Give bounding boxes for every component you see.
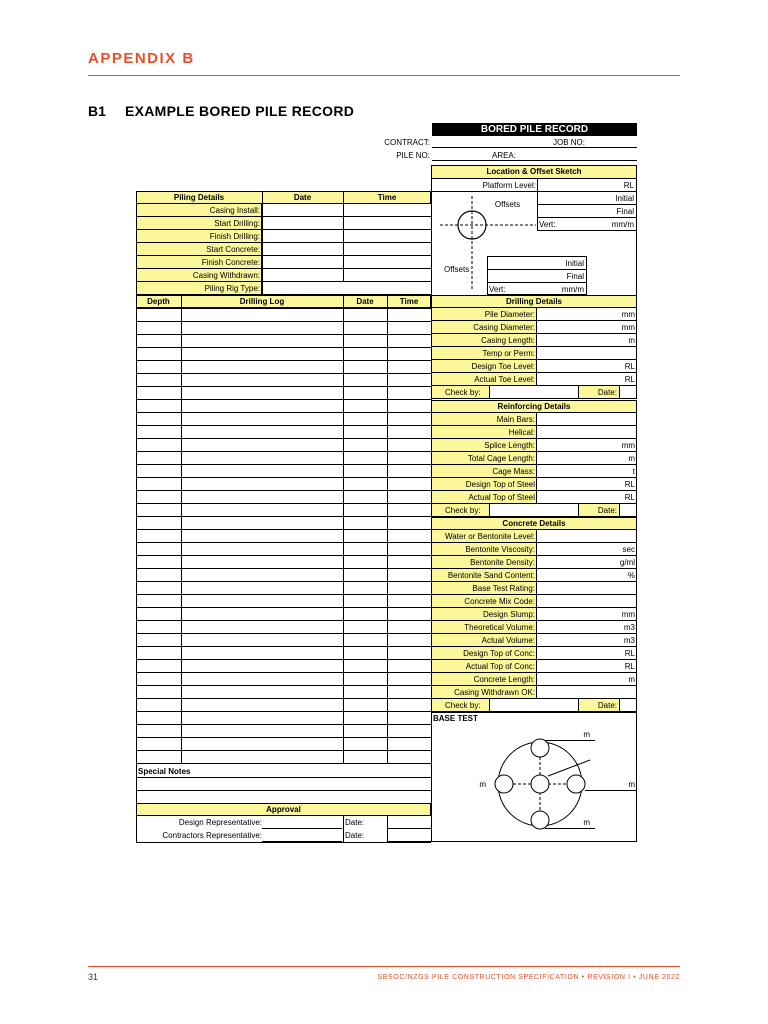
log-depth-input[interactable] bbox=[136, 399, 181, 412]
log-entry-input[interactable] bbox=[181, 607, 343, 620]
log-time-input[interactable] bbox=[387, 425, 431, 438]
drilling_details-row-label: Casing Diameter: bbox=[473, 323, 535, 332]
drilling_details-check-by-input[interactable] bbox=[489, 386, 579, 399]
reinforcing_details-date-label: Date: bbox=[597, 506, 617, 515]
log-date-input[interactable] bbox=[343, 607, 387, 620]
log-date-input[interactable] bbox=[343, 477, 387, 490]
concrete_details-row-label: Concrete Length: bbox=[473, 675, 535, 684]
special-notes-label: Special Notes bbox=[138, 767, 191, 776]
log-entry-input[interactable] bbox=[181, 581, 343, 594]
concrete_details-value-input[interactable] bbox=[537, 686, 637, 699]
concrete_details-value-input[interactable] bbox=[537, 530, 637, 543]
concrete_details-row-label: Base Test Rating: bbox=[472, 584, 535, 593]
concrete_details-check-by-input[interactable] bbox=[489, 699, 579, 712]
concrete_details-date-input[interactable] bbox=[619, 699, 637, 712]
log-date-input[interactable] bbox=[343, 633, 387, 646]
log-entry-input[interactable] bbox=[181, 685, 343, 698]
header-rule bbox=[88, 75, 680, 76]
approval-date-label: Date: bbox=[345, 831, 365, 840]
log-entry-input[interactable] bbox=[181, 438, 343, 451]
log-time-input[interactable] bbox=[387, 607, 431, 620]
offsets-left-label: Offsets bbox=[444, 265, 470, 274]
log-depth-input[interactable] bbox=[136, 698, 181, 711]
log-entry-input[interactable] bbox=[181, 373, 343, 386]
log-depth-input[interactable] bbox=[136, 464, 181, 477]
log-depth-input[interactable] bbox=[136, 529, 181, 542]
depth-header: Depth bbox=[147, 297, 170, 306]
log-date-input[interactable] bbox=[343, 360, 387, 373]
log-date-input[interactable] bbox=[343, 412, 387, 425]
concrete_details-row-label: Design Slump: bbox=[482, 610, 535, 619]
drilling_details-row-unit: RL bbox=[624, 362, 635, 371]
log-depth-input[interactable] bbox=[136, 724, 181, 737]
log-entry-input[interactable] bbox=[181, 659, 343, 672]
job-no-input[interactable] bbox=[586, 136, 637, 148]
log-time-input[interactable] bbox=[387, 360, 431, 373]
log-date-input[interactable] bbox=[343, 581, 387, 594]
piling-row-label: Casing Withdrawn: bbox=[192, 271, 260, 280]
log-date-input[interactable] bbox=[343, 516, 387, 529]
log-time-input[interactable] bbox=[387, 750, 431, 763]
offsets-left-final: Final bbox=[566, 272, 584, 281]
log-entry-input[interactable] bbox=[181, 412, 343, 425]
log-date-input[interactable] bbox=[343, 568, 387, 581]
approval-name-input[interactable] bbox=[262, 816, 342, 829]
concrete_details-value-input[interactable] bbox=[537, 595, 637, 608]
log-date-input[interactable] bbox=[343, 542, 387, 555]
log-entry-input[interactable] bbox=[181, 646, 343, 659]
log-entry-input[interactable] bbox=[181, 672, 343, 685]
drilling_details-date-input[interactable] bbox=[619, 386, 637, 399]
base-test-m-bottom: m bbox=[583, 818, 590, 827]
grid-line bbox=[431, 165, 432, 842]
footer-rule bbox=[88, 966, 680, 967]
piling-row-label: Start Drilling: bbox=[214, 219, 260, 228]
drilling_details-row-unit: mm bbox=[621, 310, 635, 319]
offsets-top-initial: Initial bbox=[615, 194, 634, 203]
log-depth-input[interactable] bbox=[136, 373, 181, 386]
log-date-input[interactable] bbox=[343, 425, 387, 438]
log-date-input[interactable] bbox=[343, 620, 387, 633]
piling-time-header: Time bbox=[377, 193, 397, 202]
concrete_details-row-label: Casing Withdrawn OK: bbox=[454, 688, 535, 697]
grid-line bbox=[136, 777, 431, 778]
concrete_details-row-label: Water or Bentonite Level: bbox=[445, 532, 535, 541]
log-time-input[interactable] bbox=[387, 646, 431, 659]
grid-line bbox=[487, 282, 587, 283]
log-time-input[interactable] bbox=[387, 321, 431, 334]
log-entry-input[interactable] bbox=[181, 633, 343, 646]
log-date-input[interactable] bbox=[343, 594, 387, 607]
log-depth-input[interactable] bbox=[136, 308, 181, 321]
form-title: BORED PILE RECORD bbox=[480, 124, 589, 135]
piling-date-input[interactable] bbox=[262, 269, 343, 282]
log-time-input[interactable] bbox=[387, 724, 431, 737]
piling-date-input[interactable] bbox=[262, 230, 343, 243]
log-depth-input[interactable] bbox=[136, 594, 181, 607]
grid-line bbox=[136, 790, 431, 791]
offset-line-3 bbox=[537, 230, 637, 231]
log-entry-input[interactable] bbox=[181, 750, 343, 763]
log-time-input[interactable] bbox=[387, 568, 431, 581]
log-entry-input[interactable] bbox=[181, 464, 343, 477]
concrete_details-check-by-label: Check by: bbox=[445, 701, 481, 710]
log-entry-input[interactable] bbox=[181, 542, 343, 555]
approval-row-label: Contractors Representative: bbox=[162, 831, 262, 840]
log-entry-input[interactable] bbox=[181, 451, 343, 464]
piling-time-input[interactable] bbox=[343, 256, 431, 269]
concrete_details-row-unit: g/ml bbox=[619, 558, 635, 567]
log-time-input[interactable] bbox=[387, 490, 431, 503]
log-date-input[interactable] bbox=[343, 724, 387, 737]
concrete_details-row-label: Bentonite Density: bbox=[470, 558, 535, 567]
log-time-input[interactable] bbox=[387, 412, 431, 425]
concrete_details-row-label: Actual Volume: bbox=[481, 636, 535, 645]
log-time-input[interactable] bbox=[387, 685, 431, 698]
log-date-input[interactable] bbox=[343, 711, 387, 724]
log-time-input[interactable] bbox=[387, 542, 431, 555]
reinforcing_details-row-label: Actual Top of Steel bbox=[468, 493, 535, 502]
log-time-input[interactable] bbox=[387, 451, 431, 464]
log-date-input[interactable] bbox=[343, 555, 387, 568]
log-entry-input[interactable] bbox=[181, 477, 343, 490]
footer-text: SESOC/NZGS PILE CONSTRUCTION SPECIFICATION • REVISION I • JUNE 2022 bbox=[377, 974, 680, 981]
log-date-input[interactable] bbox=[343, 503, 387, 516]
log-depth-input[interactable] bbox=[136, 685, 181, 698]
piling-date-input[interactable] bbox=[262, 256, 343, 269]
log-entry-input[interactable] bbox=[181, 308, 343, 321]
log-depth-input[interactable] bbox=[136, 750, 181, 763]
log-entry-input[interactable] bbox=[181, 503, 343, 516]
log-time-input[interactable] bbox=[387, 399, 431, 412]
reinforcing_details-row-label: Cage Mass: bbox=[492, 467, 535, 476]
offsets-left-vert: Vert: bbox=[489, 285, 506, 294]
log-time-input[interactable] bbox=[387, 672, 431, 685]
form-bottom-line bbox=[136, 842, 431, 843]
piling-row-label: Casing Install: bbox=[209, 206, 260, 215]
log-entry-input[interactable] bbox=[181, 620, 343, 633]
log-depth-input[interactable] bbox=[136, 711, 181, 724]
log-date-input[interactable] bbox=[343, 672, 387, 685]
log-depth-input[interactable] bbox=[136, 412, 181, 425]
log-entry-input[interactable] bbox=[181, 594, 343, 607]
drilling_details-check-by-label: Check by: bbox=[445, 388, 481, 397]
log-time-input[interactable] bbox=[387, 334, 431, 347]
log-date-input[interactable] bbox=[343, 464, 387, 477]
log-time-input[interactable] bbox=[387, 620, 431, 633]
log-entry-input[interactable] bbox=[181, 516, 343, 529]
job-no-label: JOB NO: bbox=[552, 138, 585, 147]
piling-date-header: Date bbox=[293, 193, 312, 202]
area-input[interactable] bbox=[518, 149, 637, 161]
approval-date-input[interactable] bbox=[387, 816, 431, 829]
reinforcing_details-row-unit: RL bbox=[624, 493, 635, 502]
log-depth-input[interactable] bbox=[136, 737, 181, 750]
drilling_details-row-label: Design Toe Level: bbox=[471, 362, 535, 371]
concrete_details-row-label: Theoretical Volume: bbox=[464, 623, 535, 632]
log-entry-input[interactable] bbox=[181, 529, 343, 542]
log-entry-input[interactable] bbox=[181, 568, 343, 581]
log-date-input[interactable] bbox=[343, 685, 387, 698]
log-entry-input[interactable] bbox=[181, 737, 343, 750]
log-time-input[interactable] bbox=[387, 386, 431, 399]
log-time-input[interactable] bbox=[387, 659, 431, 672]
log-time-input[interactable] bbox=[387, 737, 431, 750]
platform-level-unit: RL bbox=[623, 181, 634, 190]
piling-date-input[interactable] bbox=[262, 243, 343, 256]
log-depth-input[interactable] bbox=[136, 659, 181, 672]
log-date-input[interactable] bbox=[343, 737, 387, 750]
log-entry-input[interactable] bbox=[181, 360, 343, 373]
drilling_details-row-label: Temp or Perm: bbox=[482, 349, 535, 358]
concrete_details-header: Concrete Details bbox=[502, 519, 566, 528]
concrete_details-row-unit: RL bbox=[624, 662, 635, 671]
log-entry-input[interactable] bbox=[181, 490, 343, 503]
reinforcing_details-row-label: Design Top of Steel bbox=[465, 480, 535, 489]
log-depth-input[interactable] bbox=[136, 347, 181, 360]
log-time-input[interactable] bbox=[387, 347, 431, 360]
log-date-input[interactable] bbox=[343, 347, 387, 360]
reinforcing_details-check-by-label: Check by: bbox=[445, 506, 481, 515]
section-number: B1 bbox=[88, 103, 106, 119]
drilling_details-value-input[interactable] bbox=[537, 347, 637, 360]
base-test-label: BASE TEST bbox=[433, 714, 478, 723]
appendix-title: APPENDIX B bbox=[88, 50, 195, 67]
log-time-input[interactable] bbox=[387, 438, 431, 451]
approval-row-label: Design Representative: bbox=[178, 818, 262, 827]
offsets-top-vert-unit: mm/m bbox=[611, 220, 634, 229]
log-time-input[interactable] bbox=[387, 581, 431, 594]
reinforcing_details-value-input[interactable] bbox=[537, 426, 637, 439]
log-row-line bbox=[136, 763, 431, 764]
log-time-input[interactable] bbox=[387, 503, 431, 516]
piling-rig-type-input[interactable] bbox=[262, 282, 431, 295]
offsets-top-label: Offsets bbox=[494, 200, 521, 209]
piling-row-label: Finish Drilling: bbox=[209, 232, 260, 241]
drilling_details-row-label: Actual Toe Level: bbox=[474, 375, 535, 384]
log-time-input[interactable] bbox=[387, 516, 431, 529]
concrete_details-row-label: Bentonite Viscosity: bbox=[465, 545, 535, 554]
piling-date-input[interactable] bbox=[262, 204, 343, 217]
reinforcing_details-date-input[interactable] bbox=[619, 504, 637, 517]
log-entry-input[interactable] bbox=[181, 425, 343, 438]
piling-details-header: Piling Details bbox=[173, 193, 225, 202]
log-date-input[interactable] bbox=[343, 646, 387, 659]
log-date-input[interactable] bbox=[343, 386, 387, 399]
log-entry-input[interactable] bbox=[181, 711, 343, 724]
reinforcing_details-value-input[interactable] bbox=[537, 413, 637, 426]
piling-time-input[interactable] bbox=[343, 230, 431, 243]
offsets-top-final: Final bbox=[616, 207, 634, 216]
log-depth-input[interactable] bbox=[136, 438, 181, 451]
approval-date-label: Date: bbox=[345, 818, 365, 827]
log-date-input[interactable] bbox=[343, 698, 387, 711]
concrete_details-row-label: Design Top of Conc: bbox=[463, 649, 535, 658]
offsets-left-vert-unit: mm/m bbox=[561, 285, 584, 294]
log-time-input[interactable] bbox=[387, 529, 431, 542]
log-depth-input[interactable] bbox=[136, 360, 181, 373]
log-depth-input[interactable] bbox=[136, 542, 181, 555]
log-entry-input[interactable] bbox=[181, 386, 343, 399]
log-depth-input[interactable] bbox=[136, 321, 181, 334]
concrete_details-row-label: Actual Top of Conc: bbox=[465, 662, 535, 671]
grid-line bbox=[545, 828, 595, 829]
grid-line bbox=[487, 269, 587, 270]
log-depth-input[interactable] bbox=[136, 490, 181, 503]
log-date-input[interactable] bbox=[343, 750, 387, 763]
base-test-m-top: m bbox=[583, 730, 590, 739]
log-depth-input[interactable] bbox=[136, 425, 181, 438]
base-test-m-right: m bbox=[628, 780, 635, 789]
platform-level-label: Platform Level: bbox=[482, 181, 536, 190]
section-title: EXAMPLE BORED PILE RECORD bbox=[125, 103, 355, 119]
reinforcing_details-row-unit: mm bbox=[621, 441, 635, 450]
drilling_details-header: Drilling Details bbox=[505, 297, 562, 306]
log-depth-input[interactable] bbox=[136, 477, 181, 490]
drilling_details-row-label: Pile Diameter: bbox=[484, 310, 535, 319]
contract-label: CONTRACT: bbox=[384, 138, 430, 147]
log-time-input[interactable] bbox=[387, 698, 431, 711]
log-depth-input[interactable] bbox=[136, 646, 181, 659]
concrete_details-date-label: Date: bbox=[597, 701, 617, 710]
piling-date-input[interactable] bbox=[262, 217, 343, 230]
reinforcing_details-row-label: Helical: bbox=[508, 428, 535, 437]
concrete_details-row-unit: % bbox=[627, 571, 635, 580]
log-depth-input[interactable] bbox=[136, 503, 181, 516]
log-entry-input[interactable] bbox=[181, 399, 343, 412]
approval-date-input[interactable] bbox=[387, 829, 431, 842]
concrete_details-row-unit: sec bbox=[622, 545, 635, 554]
log-time-input[interactable] bbox=[387, 633, 431, 646]
offsets-top-vert: Vert: bbox=[539, 220, 556, 229]
log-depth-input[interactable] bbox=[136, 607, 181, 620]
drilling_details-row-label: Casing Length: bbox=[481, 336, 535, 345]
log-date-input[interactable] bbox=[343, 490, 387, 503]
drilling_details-row-unit: m bbox=[628, 336, 635, 345]
reinforcing_details-row-unit: RL bbox=[624, 480, 635, 489]
concrete_details-row-unit: mm bbox=[621, 610, 635, 619]
reinforcing_details-check-by-input[interactable] bbox=[489, 504, 579, 517]
log-depth-input[interactable] bbox=[136, 620, 181, 633]
reinforcing_details-row-label: Main Bars: bbox=[496, 415, 535, 424]
concrete_details-row-unit: m3 bbox=[623, 636, 635, 645]
piling-time-input[interactable] bbox=[343, 269, 431, 282]
log-entry-input[interactable] bbox=[181, 334, 343, 347]
reinforcing_details-row-unit: t bbox=[632, 467, 635, 476]
concrete_details-row-label: Bentonite Sand Content: bbox=[447, 571, 535, 580]
reinforcing_details-row-label: Splice Length: bbox=[484, 441, 535, 450]
concrete_details-row-unit: m3 bbox=[623, 623, 635, 632]
log-time-input[interactable] bbox=[387, 711, 431, 724]
log-date-input[interactable] bbox=[343, 334, 387, 347]
offsets-left-initial: Initial bbox=[565, 259, 584, 268]
log-entry-input[interactable] bbox=[181, 698, 343, 711]
log-date-input[interactable] bbox=[343, 451, 387, 464]
reinforcing_details-row-label: Total Cage Length: bbox=[467, 454, 535, 463]
piling-time-input[interactable] bbox=[343, 217, 431, 230]
log-date-input[interactable] bbox=[343, 308, 387, 321]
log-depth-input[interactable] bbox=[136, 581, 181, 594]
piling-row-label: Piling Rig Type: bbox=[204, 284, 260, 293]
reinforcing_details-row-unit: m bbox=[628, 454, 635, 463]
log-date-input[interactable] bbox=[343, 373, 387, 386]
log-depth-input[interactable] bbox=[136, 334, 181, 347]
log-time-input[interactable] bbox=[387, 308, 431, 321]
grid-line bbox=[343, 816, 344, 842]
piling-row-label: Finish Concrete: bbox=[201, 258, 260, 267]
log-date-input[interactable] bbox=[343, 659, 387, 672]
log-time-input[interactable] bbox=[387, 464, 431, 477]
approval-name-input[interactable] bbox=[262, 829, 342, 842]
concrete_details-row-unit: m bbox=[628, 675, 635, 684]
log-depth-input[interactable] bbox=[136, 516, 181, 529]
location-header: Location & Offset Sketch bbox=[486, 167, 582, 176]
approval-header: Approval bbox=[266, 805, 301, 814]
area-label: AREA: bbox=[491, 151, 516, 160]
piling-row-label: Start Concrete: bbox=[206, 245, 260, 254]
log-time-input[interactable] bbox=[387, 477, 431, 490]
pile-no-label: PILE NO: bbox=[396, 151, 430, 160]
log-time-input[interactable] bbox=[387, 555, 431, 568]
log-entry-input[interactable] bbox=[181, 555, 343, 568]
concrete_details-value-input[interactable] bbox=[537, 582, 637, 595]
concrete_details-row-unit: RL bbox=[624, 649, 635, 658]
log-date-input[interactable] bbox=[343, 529, 387, 542]
base-test-m-left: m bbox=[479, 780, 486, 789]
drilling_details-row-unit: RL bbox=[624, 375, 635, 384]
log-depth-input[interactable] bbox=[136, 386, 181, 399]
log-entry-input[interactable] bbox=[181, 724, 343, 737]
offset-line-2 bbox=[537, 217, 637, 218]
piling-time-input[interactable] bbox=[343, 204, 431, 217]
log-date-input[interactable] bbox=[343, 438, 387, 451]
grid-line bbox=[545, 740, 595, 741]
log-depth-input[interactable] bbox=[136, 633, 181, 646]
drilling_details-date-label: Date: bbox=[597, 388, 617, 397]
log-depth-input[interactable] bbox=[136, 555, 181, 568]
log-date-header: Date bbox=[356, 297, 374, 306]
contract-input[interactable] bbox=[432, 136, 522, 148]
log-entry-input[interactable] bbox=[181, 321, 343, 334]
log-depth-input[interactable] bbox=[136, 672, 181, 685]
log-date-input[interactable] bbox=[343, 399, 387, 412]
grid-line bbox=[585, 790, 636, 791]
concrete_details-row-label: Concrete Mix Code: bbox=[464, 597, 535, 606]
log-depth-input[interactable] bbox=[136, 451, 181, 464]
piling-time-input[interactable] bbox=[343, 243, 431, 256]
log-entry-input[interactable] bbox=[181, 347, 343, 360]
drilling-log-header: Drilling Log bbox=[239, 297, 285, 306]
log-time-input[interactable] bbox=[387, 594, 431, 607]
log-time-header: Time bbox=[399, 297, 419, 306]
log-depth-input[interactable] bbox=[136, 568, 181, 581]
drilling_details-row-unit: mm bbox=[621, 323, 635, 332]
reinforcing_details-header: Reinforcing Details bbox=[497, 402, 571, 411]
page-number: 31 bbox=[88, 972, 99, 982]
offset-line-1 bbox=[537, 204, 637, 205]
log-date-input[interactable] bbox=[343, 321, 387, 334]
log-time-input[interactable] bbox=[387, 373, 431, 386]
